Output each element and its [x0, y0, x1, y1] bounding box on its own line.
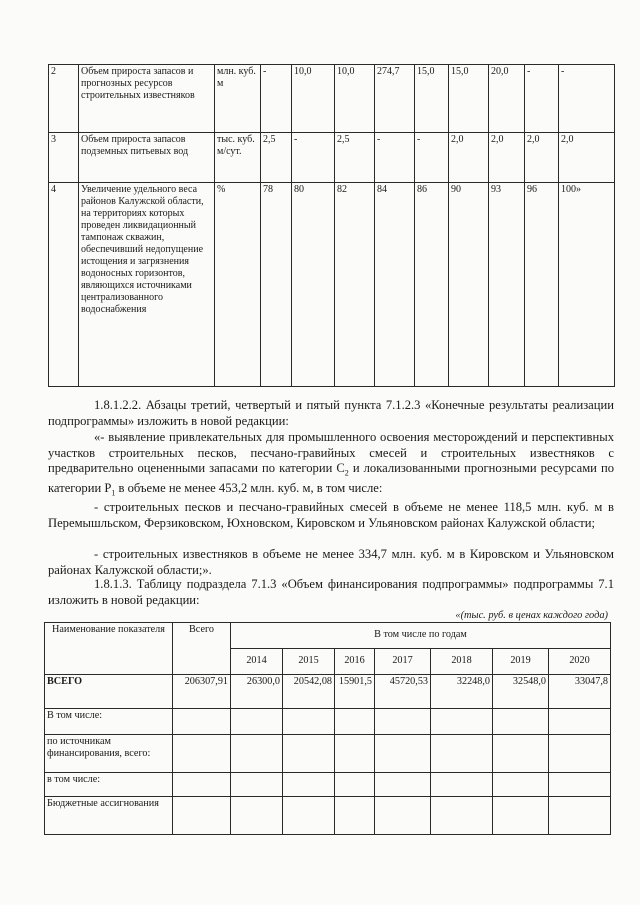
value-cell: 2,0	[559, 133, 615, 183]
total-cell: 206307,91	[173, 675, 231, 709]
table2-row-total	[45, 675, 611, 709]
year-value-cell: 32548,0	[493, 675, 549, 709]
value-cell: 78	[261, 183, 292, 387]
value-cell: 274,7	[375, 65, 415, 133]
year-value-cell	[375, 773, 431, 797]
value-cell: -	[292, 133, 335, 183]
year-value-cell	[431, 797, 493, 835]
header-total: Всего	[173, 623, 231, 675]
row-number: 4	[49, 183, 79, 387]
year-value-cell	[549, 773, 611, 797]
year-value-cell	[493, 797, 549, 835]
value-cell: -	[415, 133, 449, 183]
row-name: Бюджетные ассигнования	[45, 797, 173, 835]
total-cell	[173, 709, 231, 735]
value-cell: 90	[449, 183, 489, 387]
unit-cell: %	[215, 183, 261, 387]
paragraph-2-middle: и локализованными прогнозными ресурсами по категории P	[48, 461, 615, 496]
indicators-table	[48, 64, 615, 387]
value-cell: 2,0	[525, 133, 559, 183]
year-value-cell	[335, 797, 375, 835]
year-header: 2018	[431, 649, 493, 675]
year-value-cell: 32248,0	[431, 675, 493, 709]
total-cell	[173, 797, 231, 835]
row-number: 3	[49, 133, 79, 183]
value-cell: -	[559, 65, 615, 133]
year-value-cell	[231, 735, 283, 773]
year-value-cell	[493, 735, 549, 773]
table2-row	[45, 709, 611, 735]
year-value-cell	[431, 735, 493, 773]
header-name: Наименование показателя	[45, 623, 173, 675]
value-cell: 10,0	[335, 65, 375, 133]
value-cell: 2,5	[335, 133, 375, 183]
total-cell	[173, 773, 231, 797]
year-header: 2020	[549, 649, 611, 675]
value-cell: 86	[415, 183, 449, 387]
year-header: 2014	[231, 649, 283, 675]
year-value-cell	[375, 735, 431, 773]
year-value-cell	[231, 709, 283, 735]
value-cell: -	[375, 133, 415, 183]
year-header: 2015	[283, 649, 335, 675]
table2-header-row	[45, 623, 611, 649]
year-value-cell	[375, 797, 431, 835]
category-subscript: 1	[111, 488, 116, 498]
year-header: 2017	[375, 649, 431, 675]
year-value-cell	[283, 735, 335, 773]
year-value-cell	[283, 773, 335, 797]
paragraph-1: 1.8.1.2.2. Абзацы третий, четвертый и пятый пункта 7.1.2.3 «Конечные результаты реализации подпрограммы» изложить в новой редакции:	[48, 398, 614, 428]
row-name: в том числе:	[45, 773, 173, 797]
value-cell: 84	[375, 183, 415, 387]
value-cell: -	[525, 65, 559, 133]
value-cell: 20,0	[489, 65, 525, 133]
indicator-name: Объем прироста запасов подземных питьевых вод	[79, 133, 215, 183]
value-cell: 2,5	[261, 133, 292, 183]
row-name: ВСЕГО	[45, 675, 173, 709]
value-cell: 10,0	[292, 65, 335, 133]
row-number: 2	[49, 65, 79, 133]
year-value-cell: 26300,0	[231, 675, 283, 709]
value-cell: 2,0	[449, 133, 489, 183]
year-value-cell	[493, 709, 549, 735]
table1-row-2	[49, 65, 615, 133]
table1-row-4	[49, 183, 615, 387]
units-note: «(тыс. руб. в ценах каждого года)	[455, 610, 608, 621]
category-subscript: 2	[344, 468, 349, 478]
year-header: 2016	[335, 649, 375, 675]
paragraph-2-start: «- выявление привлекательных для промышленного освоения месторождений и перспективных участков строительных песков, песчано-гравийных смесей и строительных известняков с предварительно оцененными запасами по категории C	[48, 430, 614, 476]
year-value-cell	[335, 709, 375, 735]
year-value-cell	[335, 735, 375, 773]
indicator-name: Объем прироста запасов и прогнозных ресурсов строительных известняков	[79, 65, 215, 133]
year-value-cell	[283, 797, 335, 835]
year-value-cell	[335, 773, 375, 797]
row-name: по источникам финансирования, всего:	[45, 735, 173, 773]
year-value-cell	[549, 797, 611, 835]
indicator-name: Увеличение удельного веса районов Калужской области, на территориях которых проведен ликвидационный тампонаж скважин, обеспечивший недопущение истощения и загрязнения водоносных горизонтов, являющихся источниками централизованного водоснабжения	[79, 183, 215, 387]
value-cell: 80	[292, 183, 335, 387]
header-years-group: В том числе по годам	[231, 623, 611, 649]
table2-row	[45, 797, 611, 835]
table2-row	[45, 773, 611, 797]
value-cell: 100»	[559, 183, 615, 387]
table1-row-3	[49, 133, 615, 183]
year-value-cell	[431, 709, 493, 735]
row-name: В том числе:	[45, 709, 173, 735]
paragraph-2-end: в объеме не менее 453,2 млн. куб. м, в том числе:	[115, 481, 383, 496]
paragraph-5: 1.8.1.3. Таблицу подраздела 7.1.3 «Объем финансирования подпрограммы» подпрограммы 7.1 изложить в новой редакции:	[48, 577, 614, 607]
year-value-cell	[431, 773, 493, 797]
year-value-cell: 15901,5	[335, 675, 375, 709]
financing-table	[44, 622, 611, 835]
year-value-cell: 33047,8	[549, 675, 611, 709]
value-cell: 15,0	[449, 65, 489, 133]
unit-cell: тыс. куб. м/сут.	[215, 133, 261, 183]
year-value-cell	[549, 709, 611, 735]
year-value-cell: 45720,53	[375, 675, 431, 709]
table2-row	[45, 735, 611, 773]
paragraph-4: - строительных известняков в объеме не менее 334,7 млн. куб. м в Кировском и Ульяновском районах Калужской области;».	[48, 547, 614, 577]
year-value-cell	[283, 709, 335, 735]
value-cell: -	[261, 65, 292, 133]
year-value-cell: 20542,08	[283, 675, 335, 709]
year-value-cell	[493, 773, 549, 797]
unit-cell: млн. куб. м	[215, 65, 261, 133]
value-cell: 93	[489, 183, 525, 387]
value-cell: 15,0	[415, 65, 449, 133]
year-value-cell	[375, 709, 431, 735]
value-cell: 96	[525, 183, 559, 387]
value-cell: 82	[335, 183, 375, 387]
total-cell	[173, 735, 231, 773]
year-header: 2019	[493, 649, 549, 675]
paragraph-2	[48, 430, 614, 501]
value-cell: 2,0	[489, 133, 525, 183]
year-value-cell	[231, 797, 283, 835]
year-value-cell	[549, 735, 611, 773]
paragraph-3: - строительных песков и песчано-гравийных смесей в объеме не менее 118,5 млн. куб. м в Перемышльском, Ферзиковском, Юхновском, Кировском и Ульяновском районах Калужской области;	[48, 500, 614, 530]
year-value-cell	[231, 773, 283, 797]
